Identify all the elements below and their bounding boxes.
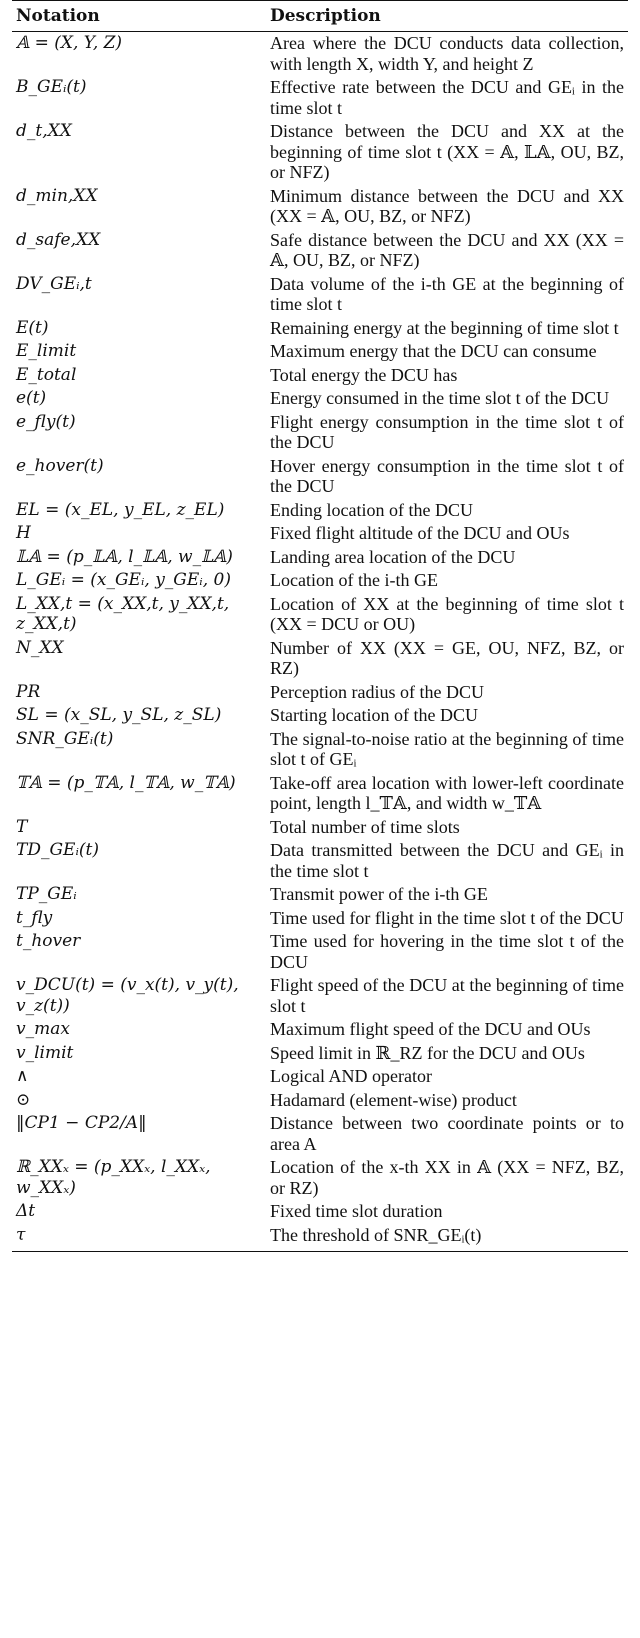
notation-cell: e(t) bbox=[16, 388, 47, 408]
notation-cell: ⊙ bbox=[16, 1089, 31, 1110]
description-cell: Area where the DCU conducts data collection, with length X, width Y, and height Z bbox=[270, 33, 624, 74]
table-row bbox=[12, 411, 628, 455]
notation-cell: ∧ bbox=[16, 1066, 29, 1086]
table-row bbox=[12, 772, 628, 816]
table-row bbox=[12, 1200, 628, 1224]
notation-cell: DV_GEᵢ,t bbox=[16, 273, 92, 294]
table-row bbox=[12, 1018, 628, 1042]
notation-cell: H bbox=[16, 523, 31, 543]
table-row bbox=[12, 1042, 628, 1066]
description-cell: Remaining energy at the beginning of time slot t bbox=[270, 317, 619, 338]
notation-cell: TP_GEᵢ bbox=[16, 884, 77, 904]
notation-cell: τ bbox=[12, 1224, 266, 1252]
table-row bbox=[12, 499, 628, 523]
notation-table-page bbox=[12, 0, 628, 1252]
description-cell: Total number of time slots bbox=[270, 816, 460, 837]
notation-cell: L_GEᵢ = (x_GEᵢ, y_GEᵢ, 0) bbox=[16, 570, 231, 590]
table-row bbox=[12, 1089, 628, 1113]
description-cell: Location of XX at the beginning of time slot t (XX = DCU or OU) bbox=[270, 593, 624, 634]
table-row bbox=[12, 569, 628, 593]
description-cell: Total energy the DCU has bbox=[270, 364, 458, 385]
notation-cell: ℝ_XXₓ = (p_XXₓ, l_XXₓ, w_XXₓ) bbox=[16, 1157, 211, 1198]
description-cell: Perception radius of the DCU bbox=[270, 681, 484, 702]
notation-cell: t_fly bbox=[16, 907, 53, 928]
description-cell: Energy consumed in the time slot t of the DCU bbox=[270, 388, 610, 408]
table-row bbox=[12, 387, 628, 411]
notation-cell: v_limit bbox=[16, 1042, 74, 1063]
table-row bbox=[12, 229, 628, 273]
description-cell: Landing area location of the DCU bbox=[270, 546, 516, 567]
notation-cell: d_safe,XX bbox=[16, 229, 101, 250]
table-row bbox=[12, 1112, 628, 1156]
notation-cell: d_t,XX bbox=[16, 121, 72, 141]
notation-cell: e_hover(t) bbox=[16, 455, 104, 476]
notation-cell: E_total bbox=[16, 364, 77, 385]
description-cell: Data volume of the i-th GE at the beginning of time slot t bbox=[270, 273, 624, 314]
notation-cell: ‖CP1 − CP2/A‖ bbox=[16, 1113, 147, 1133]
notation-cell: SNR_GEᵢ(t) bbox=[16, 728, 114, 749]
table-row bbox=[12, 185, 628, 229]
notation-cell: PR bbox=[16, 681, 41, 702]
description-cell: Flight energy consumption in the time slot t of the DCU bbox=[270, 411, 624, 452]
table-row bbox=[12, 883, 628, 907]
description-cell: Time used for hovering in the time slot t of the DCU bbox=[270, 931, 624, 972]
table-row bbox=[12, 907, 628, 931]
header-description: Description bbox=[266, 1, 628, 32]
notation-cell: EL = (x_EL, y_EL, z_EL) bbox=[16, 499, 225, 520]
table-row bbox=[12, 76, 628, 120]
table-row bbox=[12, 974, 628, 1018]
description-cell: Take-off area location with lower-left coordinate point, length l_𝕋𝔸, and width w_𝕋𝔸 bbox=[270, 772, 624, 813]
description-cell: Location of the x-th XX in 𝔸 (XX = NFZ, BZ, or RZ) bbox=[270, 1157, 624, 1198]
table-row bbox=[12, 1224, 628, 1252]
description-cell: Minimum distance between the DCU and XX (XX = 𝔸, OU, BZ, or NFZ) bbox=[270, 185, 624, 226]
table-row bbox=[12, 681, 628, 705]
table-row bbox=[12, 120, 628, 185]
notation-cell: T bbox=[16, 816, 28, 837]
notation-cell: 𝕃𝔸 = (p_𝕃𝔸, l_𝕃𝔸, w_𝕃𝔸) bbox=[16, 546, 233, 567]
description-cell: The threshold of SNR_GEᵢ(t) bbox=[266, 1224, 628, 1252]
notation-cell: Δt bbox=[16, 1201, 36, 1221]
table-row bbox=[12, 364, 628, 388]
notation-table bbox=[12, 0, 628, 1252]
notation-cell: t_hover bbox=[16, 931, 81, 951]
table-row bbox=[12, 816, 628, 840]
description-cell: Hadamard (element-wise) product bbox=[270, 1089, 517, 1110]
description-cell: Safe distance between the DCU and XX (XX = 𝔸, OU, BZ, or NFZ) bbox=[270, 229, 624, 270]
notation-cell: N_XX bbox=[16, 637, 64, 658]
table-row bbox=[12, 1065, 628, 1089]
description-cell: Logical AND operator bbox=[270, 1066, 432, 1086]
description-cell: Data transmitted between the DCU and GEᵢ in the time slot t bbox=[270, 840, 624, 881]
description-cell: Number of XX (XX = GE, OU, NFZ, BZ, or RZ) bbox=[270, 637, 624, 678]
notation-cell: L_XX,t = (x_XX,t, y_XX,t, z_XX,t) bbox=[16, 593, 230, 634]
table-row bbox=[12, 273, 628, 317]
description-cell: The signal-to-noise ratio at the beginning of time slot t of GEᵢ bbox=[270, 728, 624, 769]
notation-cell: B_GEᵢ(t) bbox=[16, 77, 87, 97]
description-cell: Starting location of the DCU bbox=[270, 705, 478, 725]
description-cell: Effective rate between the DCU and GEᵢ in the time slot t bbox=[270, 77, 624, 118]
table-row bbox=[12, 728, 628, 772]
table-row bbox=[12, 1156, 628, 1200]
description-cell: Maximum flight speed of the DCU and OUs bbox=[270, 1019, 591, 1039]
description-cell: Speed limit in ℝ_RZ for the DCU and OUs bbox=[270, 1042, 585, 1063]
description-cell: Flight speed of the DCU at the beginning of time slot t bbox=[270, 975, 624, 1016]
notation-cell: v_max bbox=[16, 1019, 70, 1039]
table-row bbox=[12, 522, 628, 546]
notation-cell: SL = (x_SL, y_SL, z_SL) bbox=[16, 705, 222, 725]
table-row bbox=[12, 546, 628, 570]
table-row bbox=[12, 637, 628, 681]
table-header-row bbox=[12, 1, 628, 32]
table-body bbox=[12, 32, 628, 1252]
description-cell: Fixed flight altitude of the DCU and OUs bbox=[270, 523, 570, 543]
table-row bbox=[12, 839, 628, 883]
description-cell: Location of the i-th GE bbox=[270, 570, 438, 590]
notation-cell: TD_GEᵢ(t) bbox=[16, 840, 99, 860]
notation-cell: E(t) bbox=[16, 317, 49, 338]
description-cell: Fixed time slot duration bbox=[270, 1201, 443, 1221]
description-cell: Ending location of the DCU bbox=[270, 499, 473, 520]
notation-cell: 𝕋𝔸 = (p_𝕋𝔸, l_𝕋𝔸, w_𝕋𝔸) bbox=[16, 772, 236, 793]
notation-cell: e_fly(t) bbox=[16, 411, 76, 432]
description-cell: Distance between two coordinate points or to area A bbox=[270, 1113, 624, 1154]
notation-cell: v_DCU(t) = (v_x(t), v_y(t), v_z(t)) bbox=[16, 975, 239, 1016]
notation-cell: d_min,XX bbox=[16, 185, 98, 206]
table-row bbox=[12, 704, 628, 728]
notation-cell: E_limit bbox=[16, 341, 77, 361]
table-row bbox=[12, 317, 628, 341]
description-cell: Transmit power of the i-th GE bbox=[270, 884, 488, 904]
description-cell: Maximum energy that the DCU can consume bbox=[270, 341, 597, 361]
table-row bbox=[12, 593, 628, 637]
description-cell: Distance between the DCU and XX at the beginning of time slot t (XX = 𝔸, 𝕃𝔸, OU, BZ, or NFZ) bbox=[270, 121, 624, 182]
header-notation: Notation bbox=[12, 1, 266, 32]
description-cell: Time used for flight in the time slot t of the DCU bbox=[270, 907, 624, 928]
description-cell: Hover energy consumption in the time slot t of the DCU bbox=[270, 455, 624, 496]
table-row bbox=[12, 340, 628, 364]
table-row bbox=[12, 455, 628, 499]
table-row bbox=[12, 930, 628, 974]
notation-cell: 𝔸 = (X, Y, Z) bbox=[16, 33, 123, 53]
table-row bbox=[12, 32, 628, 77]
